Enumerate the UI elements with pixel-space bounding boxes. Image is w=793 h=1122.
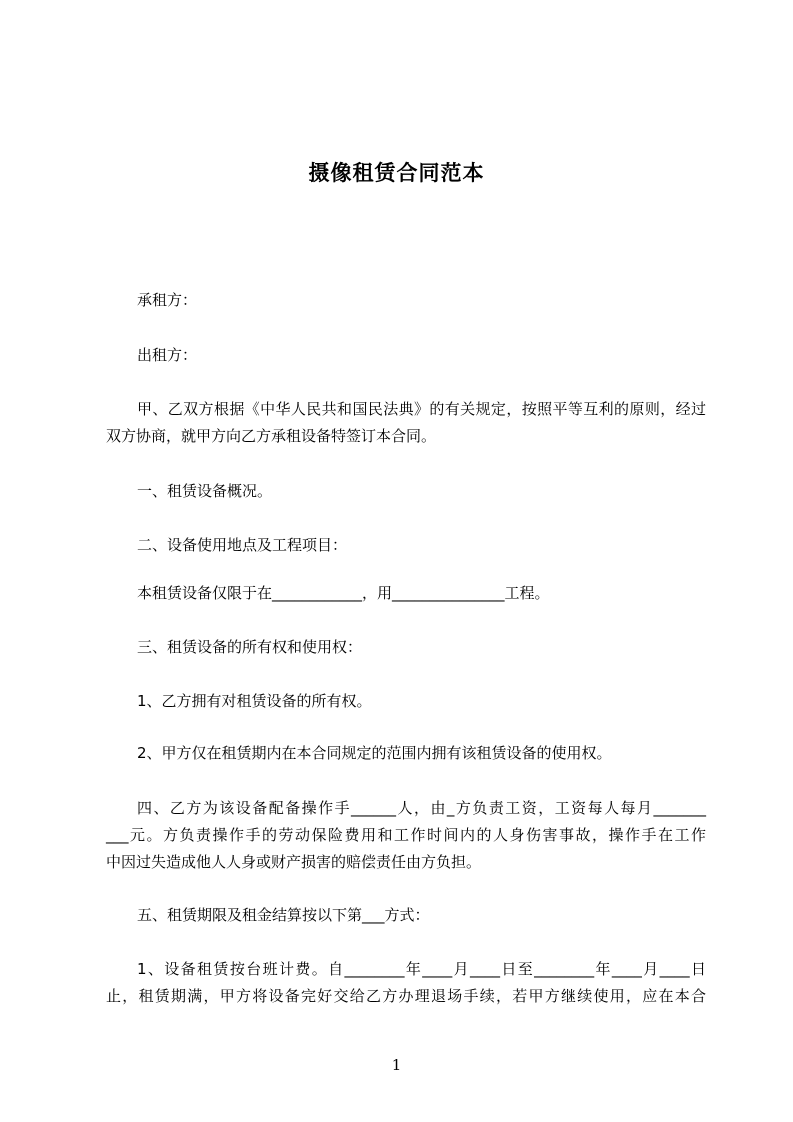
- page-number: 1: [391, 1056, 402, 1074]
- section3-heading: 三、租赁设备的所有权和使用权：: [137, 638, 363, 656]
- section1-heading: 一、租赁设备概况。: [137, 482, 273, 500]
- section5-item1-line1: 1、设备租赁按台班计费。自________年____月____日至________年____月____日: [137, 960, 706, 978]
- section3-item1: 1、乙方拥有对租赁设备的所有权。: [137, 692, 372, 710]
- section5-item1-paragraph: [106, 956, 706, 1010]
- lessor-label: 出租方：: [137, 346, 198, 364]
- section4-line1: 四、乙方为该设备配备操作手______人，由_方负责工资，工资每人每月_______: [137, 799, 706, 817]
- lessee-label: 承租方：: [137, 291, 198, 309]
- section2-location-text: 本租赁设备仅限于在____________，用_______________工程。: [137, 584, 550, 602]
- section3-item2: 2、甲方仅在租赁期内在本合同规定的范围内拥有该租赁设备的使用权。: [137, 744, 612, 762]
- section5-heading: 五、租赁期限及租金结算按以下第___方式：: [137, 906, 430, 924]
- document-title: 摄像租赁合同范本: [308, 161, 485, 186]
- section2-heading: 二、设备使用地点及工程项目：: [137, 536, 348, 554]
- section5-item1-line2: 止，租赁期满，甲方将设备完好交给乙方办理退场手续，若甲方继续使用，应在本合: [106, 987, 706, 1005]
- section4-line3: 中因过失造成他人人身或财产损害的赔偿责任由方负担。: [106, 853, 482, 871]
- intro-paragraph: 甲、乙双方根据《中华人民共和国民法典》的有关规定，按照平等互利的原则，经过双方协商，就甲方向乙方承租设备特签订本合同。: [106, 400, 706, 445]
- section4-line2: ___元。方负责操作手的劳动保险费用和工作时间内的人身伤害事故，操作手在工作: [106, 826, 706, 844]
- section4-paragraph: [106, 795, 706, 876]
